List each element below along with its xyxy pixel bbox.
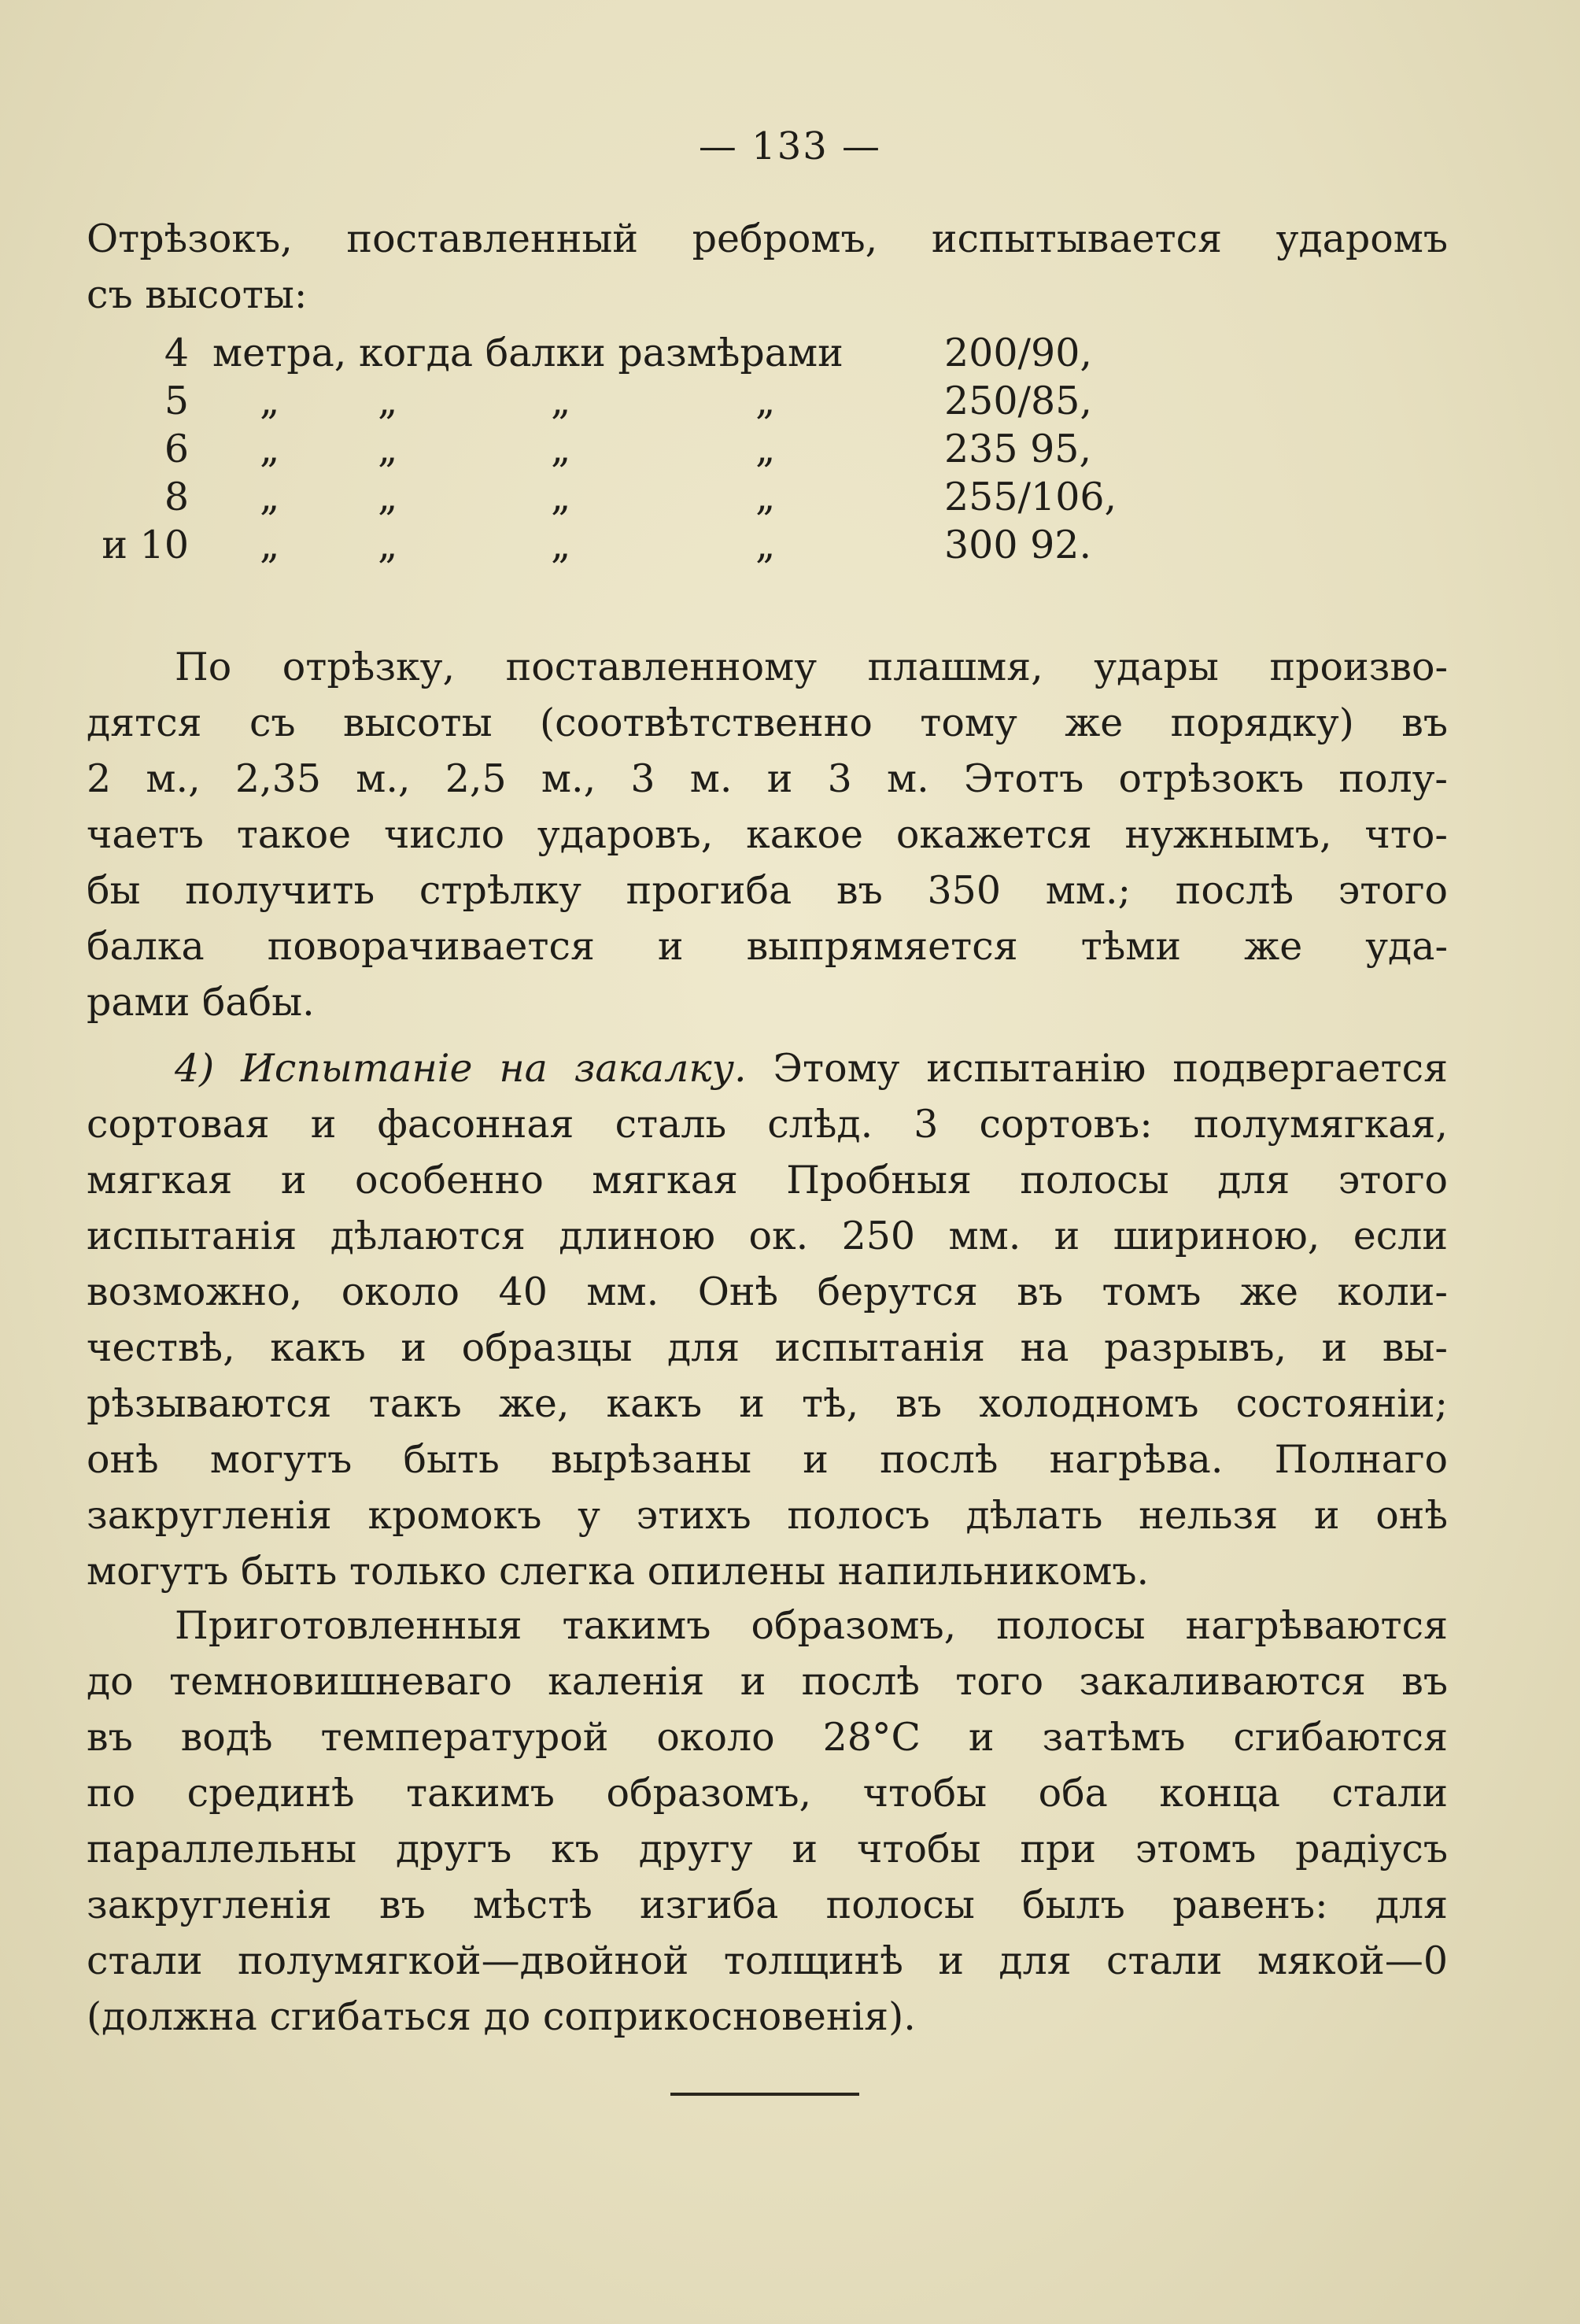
text-line: испытанiя дѣлаются длиною ок. 250 мм. и шириною, если — [87, 1214, 1448, 1258]
ditto-mark: „ — [260, 523, 280, 567]
text-line — [87, 1040, 1448, 1096]
text-line: Отрѣзокъ, поставленный ребромъ, испытывается ударомъ — [87, 216, 1448, 261]
text-line: По отрѣзку, поставленному плашмя, удары произво- — [175, 645, 1448, 689]
paragraph-flat-test — [87, 639, 1448, 1030]
intro-paragraph — [87, 211, 1448, 323]
impact-height-table — [87, 331, 1188, 571]
text-line: возможно, около 40 мм. Онѣ берутся въ томъ же коли- — [87, 1269, 1448, 1314]
table-row — [87, 331, 1188, 379]
ditto-mark: „ — [260, 427, 280, 471]
description-cell: метра, когда балки размѣрами — [212, 331, 844, 375]
size-cell: 200/90, — [944, 331, 1092, 375]
table-row — [87, 379, 1188, 427]
ditto-mark: „ — [551, 475, 571, 519]
size-cell: 300 92. — [944, 523, 1092, 567]
ditto-mark: „ — [260, 379, 280, 423]
text-line: онѣ могутъ быть вырѣзаны и послѣ нагрѣва. Полнаго — [87, 1437, 1448, 1482]
ditto-mark: „ — [551, 379, 571, 423]
height-cell: и 10 — [102, 523, 189, 567]
end-rule — [670, 2093, 859, 2096]
ditto-mark: „ — [755, 523, 776, 567]
size-cell: 235 95, — [944, 427, 1092, 471]
ditto-mark: „ — [260, 475, 280, 519]
text-line: стали полумягкой—двойной толщинѣ и для стали мякой—0 — [87, 1938, 1448, 1983]
text-line: дятся съ высоты (соотвѣтственно тому же порядку) въ — [87, 700, 1448, 745]
table-row — [87, 523, 1188, 571]
table-row — [87, 475, 1188, 523]
text-line: чаетъ такое число ударовъ, какое окажется нужнымъ, что- — [87, 812, 1448, 857]
ditto-mark: „ — [378, 427, 398, 471]
page-number: — 133 — — [698, 124, 882, 168]
text-line: Приготовленныя такимъ образомъ, полосы нагрѣваются — [175, 1603, 1448, 1648]
paragraph-bending — [87, 1598, 1448, 2045]
ditto-mark: „ — [755, 427, 776, 471]
text-line: сортовая и фасонная сталь слѣд. 3 сортовъ: полумягкая, — [87, 1102, 1448, 1147]
ditto-mark: „ — [755, 475, 776, 519]
ditto-mark: „ — [755, 379, 776, 423]
ditto-mark: „ — [378, 379, 398, 423]
ditto-mark: „ — [378, 523, 398, 567]
text-line: по срединѣ такимъ образомъ, чтобы оба конца стали — [87, 1771, 1448, 1816]
text-line: (должна сгибаться до соприкосновенiя). — [87, 1994, 916, 2039]
height-cell: 5 — [164, 379, 189, 423]
text-line: въ водѣ температурой около 28°С и затѣмъ сгибаются — [87, 1715, 1448, 1760]
ditto-mark: „ — [551, 523, 571, 567]
text-line: бы получить стрѣлку прогиба въ 350 мм.; послѣ этого — [87, 868, 1448, 913]
text-line: мягкая и особенно мягкая Пробныя полосы для этого — [87, 1158, 1448, 1203]
paragraph-hardening-test — [87, 1040, 1448, 1599]
text-line: чествѣ, какъ и образцы для испытанiя на разрывъ, и вы- — [87, 1325, 1448, 1370]
text-line: могутъ быть только слегка опилены напильникомъ. — [87, 1549, 1150, 1594]
heading-continuation: Этому испытанiю подвергается — [773, 1046, 1448, 1091]
height-cell: 4 — [164, 331, 189, 375]
text-line: закругленiя кромокъ у этихъ полосъ дѣлать нельзя и онѣ — [87, 1493, 1448, 1538]
ditto-mark: „ — [551, 427, 571, 471]
ditto-mark: „ — [378, 475, 398, 519]
text-line: рѣзываются такъ же, какъ и тѣ, въ холодномъ состоянiи; — [87, 1381, 1448, 1426]
text-line: до темновишневаго каленiя и послѣ того закаливаются въ — [87, 1659, 1448, 1704]
size-cell: 255/106, — [944, 475, 1117, 519]
size-cell: 250/85, — [944, 379, 1092, 423]
text-line: закругленiя въ мѣстѣ изгиба полосы былъ равенъ: для — [87, 1882, 1448, 1927]
height-cell: 8 — [164, 475, 189, 519]
text-line: параллельны другъ къ другу и чтобы при этомъ радiусъ — [87, 1827, 1448, 1871]
text-line: балка поворачивается и выпрямяется тѣми же уда- — [87, 924, 1448, 969]
table-row — [87, 427, 1188, 475]
text-line: рами бабы. — [87, 980, 315, 1025]
section-heading: 4) Испытанiе на закалку. — [175, 1046, 747, 1091]
text-line: 2 м., 2,35 м., 2,5 м., 3 м. и 3 м. Этотъ отрѣзокъ полу- — [87, 756, 1448, 801]
height-cell: 6 — [164, 427, 189, 471]
text-line: съ высоты: — [87, 272, 308, 317]
